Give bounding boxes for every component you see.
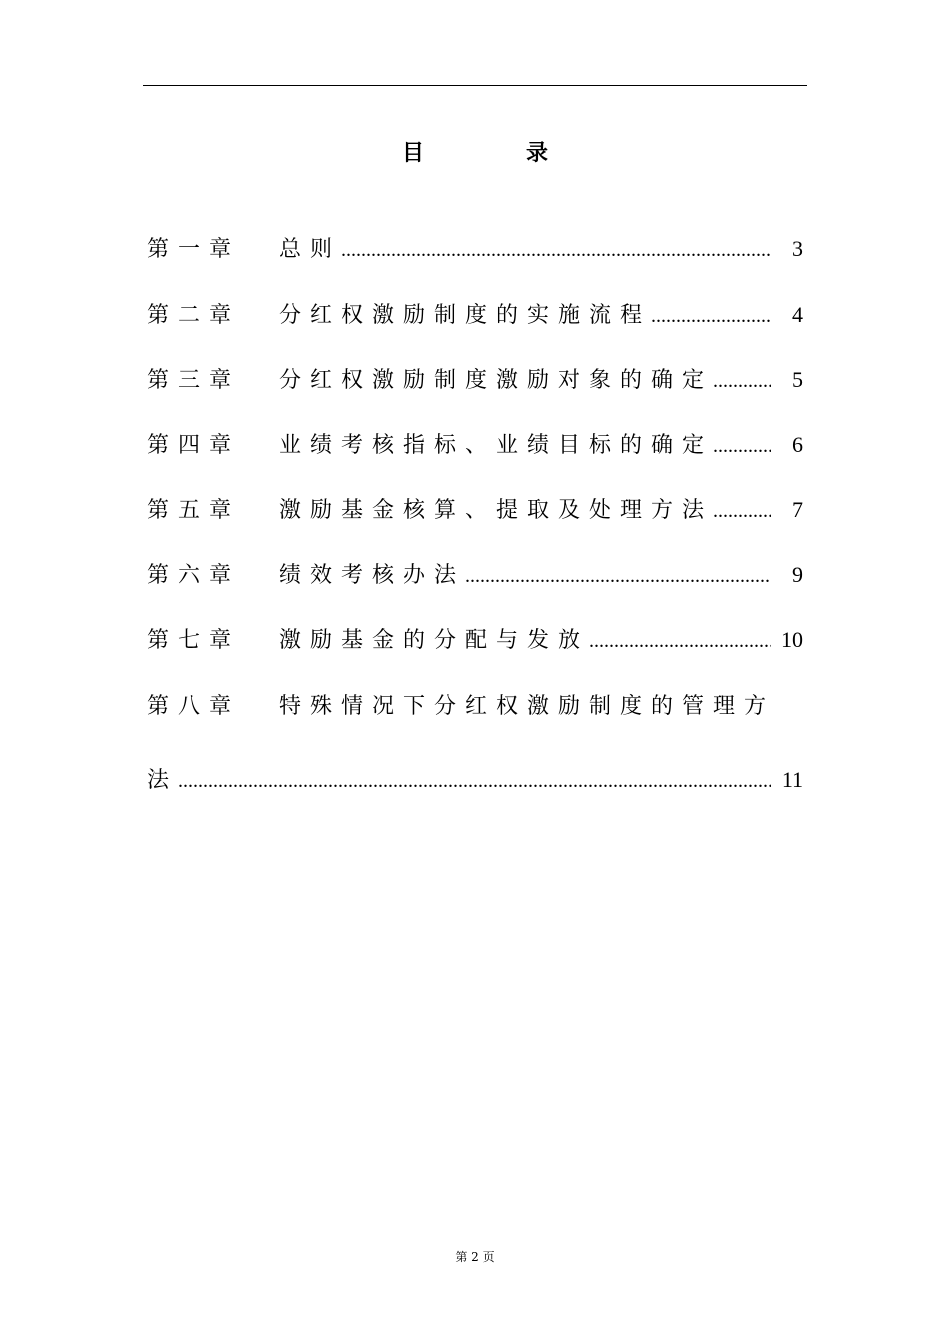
toc-entry-chapter-5[interactable] [147, 493, 803, 529]
toc-dot-leader [178, 770, 771, 793]
toc-title: 目 录 [401, 140, 588, 166]
toc-page-number: 5 [792, 367, 803, 392]
toc-chapter-label: 第五章 [147, 498, 241, 523]
toc-chapter-label: 第二章 [147, 303, 241, 328]
toc-chapter-title: 总则 [279, 237, 342, 262]
toc-dot-leader [713, 435, 771, 458]
toc-entry-chapter-4[interactable] [147, 428, 803, 464]
toc-page-number: 10 [781, 627, 803, 652]
toc-dot-leader [713, 500, 771, 523]
toc-dot-leader [341, 239, 771, 262]
toc-page-number: 11 [781, 767, 803, 792]
toc-chapter-label: 第七章 [147, 628, 241, 653]
toc-chapter-label: 第八章 [147, 694, 241, 719]
toc-chapter-title-continued: 法 [147, 768, 179, 793]
toc-page-number: 3 [792, 236, 803, 261]
toc-dot-leader [589, 630, 771, 653]
toc-entry-chapter-3[interactable] [147, 363, 803, 399]
header-rule [143, 85, 807, 86]
toc-chapter-label: 第四章 [147, 433, 241, 458]
toc-chapter-title: 分红权激励制度的实施流程 [279, 303, 652, 328]
toc-page-number: 7 [792, 497, 803, 522]
toc-chapter-title: 业绩考核指标、业绩目标的确定 [279, 433, 714, 458]
toc-chapter-title: 激励基金核算、提取及处理方法 [279, 498, 714, 523]
toc-entry-chapter-8-line-2[interactable] [147, 763, 803, 799]
toc-chapter-title: 绩效考核办法 [279, 563, 466, 588]
toc-chapter-label: 第六章 [147, 563, 241, 588]
toc-chapter-label: 第三章 [147, 368, 241, 393]
toc-dot-leader [465, 565, 771, 588]
toc-page-number: 4 [792, 302, 803, 327]
toc-entry-chapter-2[interactable] [147, 298, 803, 334]
toc-page-number: 6 [792, 432, 803, 457]
toc-dot-leader [651, 305, 771, 328]
toc-chapter-title: 激励基金的分配与发放 [279, 628, 590, 653]
toc-entry-chapter-8-line-1[interactable] [147, 689, 803, 725]
toc-entry-chapter-6[interactable] [147, 558, 803, 594]
toc-entry-chapter-7[interactable] [147, 623, 803, 659]
toc-dot-leader [713, 370, 771, 393]
toc-entry-chapter-1[interactable] [147, 232, 803, 268]
toc-chapter-title: 分红权激励制度激励对象的确定 [279, 368, 714, 393]
toc-page-number: 9 [792, 562, 803, 587]
toc-chapter-label: 第一章 [147, 237, 241, 262]
page-footer: 第 2 页 [455, 1250, 495, 1264]
toc-chapter-title: 特殊情况下分红权激励制度的管理方 [279, 694, 776, 719]
